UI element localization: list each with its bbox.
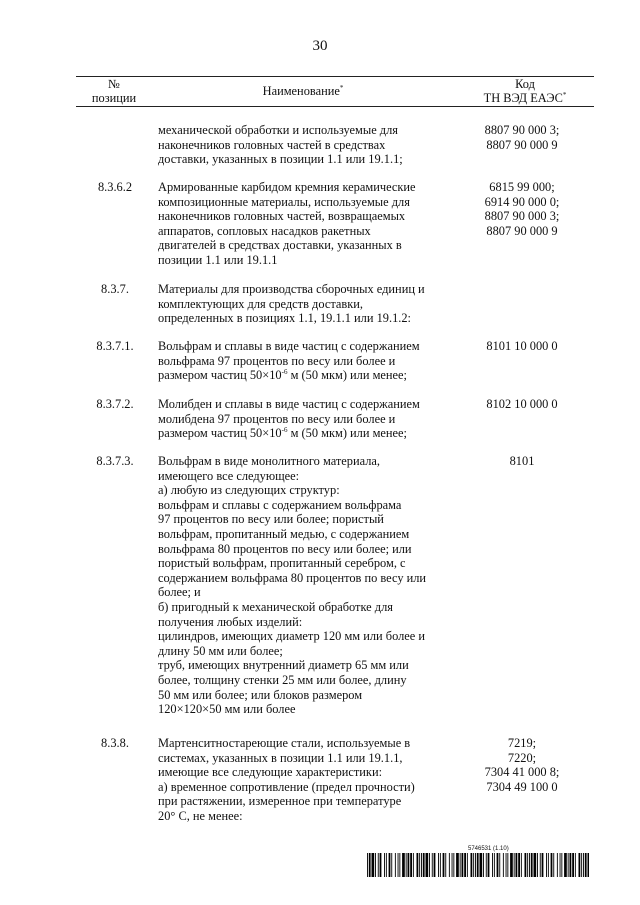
barcode: [367, 853, 589, 877]
header-name: Наименование*: [262, 83, 344, 98]
row-number: 8.3.7.3.: [96, 454, 134, 468]
row-code: 8101: [509, 454, 535, 468]
row-description: Вольфрам и сплавы в виде частиц с содержанием вольфрама 97 процентов по весу или более и размером частиц $50\times 10^{-6}$ м (50 мкм) или менее;: [158, 339, 420, 383]
row-number: 8.3.7.: [101, 282, 129, 296]
row-code: 7219; 7220; 7304 41 000 8; 7304 49 100 0: [484, 736, 560, 794]
row-description: Вольфрам в виде монолитного материала, имеющего все следующее: а) любую из следующих структур: вольфрам и сплавы с содержанием вольфрама 97 процентов по весу или более; пористый вольфрам, пропитанный медью, с содержанием вольфрама 80 процентов по весу или более; или пористый вольфрам, пропитанный серебром, с содержанием вольфрама 80 процентов по весу или более; и б) пригодный к механической обработке для получения любых изделий: цилиндров, имеющих диаметр 120 мм или более и длину 50 мм или более; труб, имеющих внутренний диаметр 65 мм или более, толщину стенки 25 мм или более, длину 50 мм или более; или блоков размером 120×120×50 мм или более: [158, 454, 427, 717]
row-number: 8.3.7.2.: [96, 397, 134, 411]
row-code: 8101 10 000 0: [486, 339, 558, 353]
row-code: 8807 90 000 3; 8807 90 000 9: [484, 123, 560, 152]
row-description: Армированные карбидом кремния керамические композиционные материалы, используемые для наконечников головных частей, возвращаемых аппаратов, сопловых насадков ракетных двигателей в средствах доставки, указанных в позиции 1.1 или 19.1.1: [158, 180, 416, 267]
row-number: 8.3.7.1.: [96, 339, 134, 353]
table-header-rule: [76, 106, 594, 107]
header-position-number: № позиции: [91, 77, 137, 105]
document-id: 5746531 (1.10): [468, 846, 509, 852]
row-number: 8.3.8.: [101, 736, 129, 750]
row-description: Мартенситностареющие стали, используемые в системах, указанных в позиции 1.1 или 19.1.1, имеющие все следующие характеристики: а) временное сопротивление (предел прочности) при растяжении, измеренное при температуре 20° С, не менее:: [158, 736, 415, 823]
row-description: Молибден и сплавы в виде частиц с содержанием молибдена 97 процентов по весу или более и размером частиц $50\times 10^{-6}$ м (50 мкм) или менее;: [158, 397, 420, 441]
row-description: механической обработки и используемые для наконечников головных частей в средствах доставки, указанных в позиции 1.1 или 19.1.1;: [158, 123, 403, 167]
row-code: 8102 10 000 0: [486, 397, 558, 411]
row-code: 6815 99 000; 6914 90 000 0; 8807 90 000 3; 8807 90 000 9: [484, 180, 560, 238]
header-code: Код ТН ВЭД ЕАЭС*: [483, 77, 567, 105]
row-description: Материалы для производства сборочных единиц и комплектующих для средств доставки, определенных в позициях 1.1, 19.1.1 или 19.1.2:: [158, 282, 425, 326]
row-number: 8.3.6.2: [97, 180, 133, 194]
page-number: 30: [312, 38, 328, 54]
